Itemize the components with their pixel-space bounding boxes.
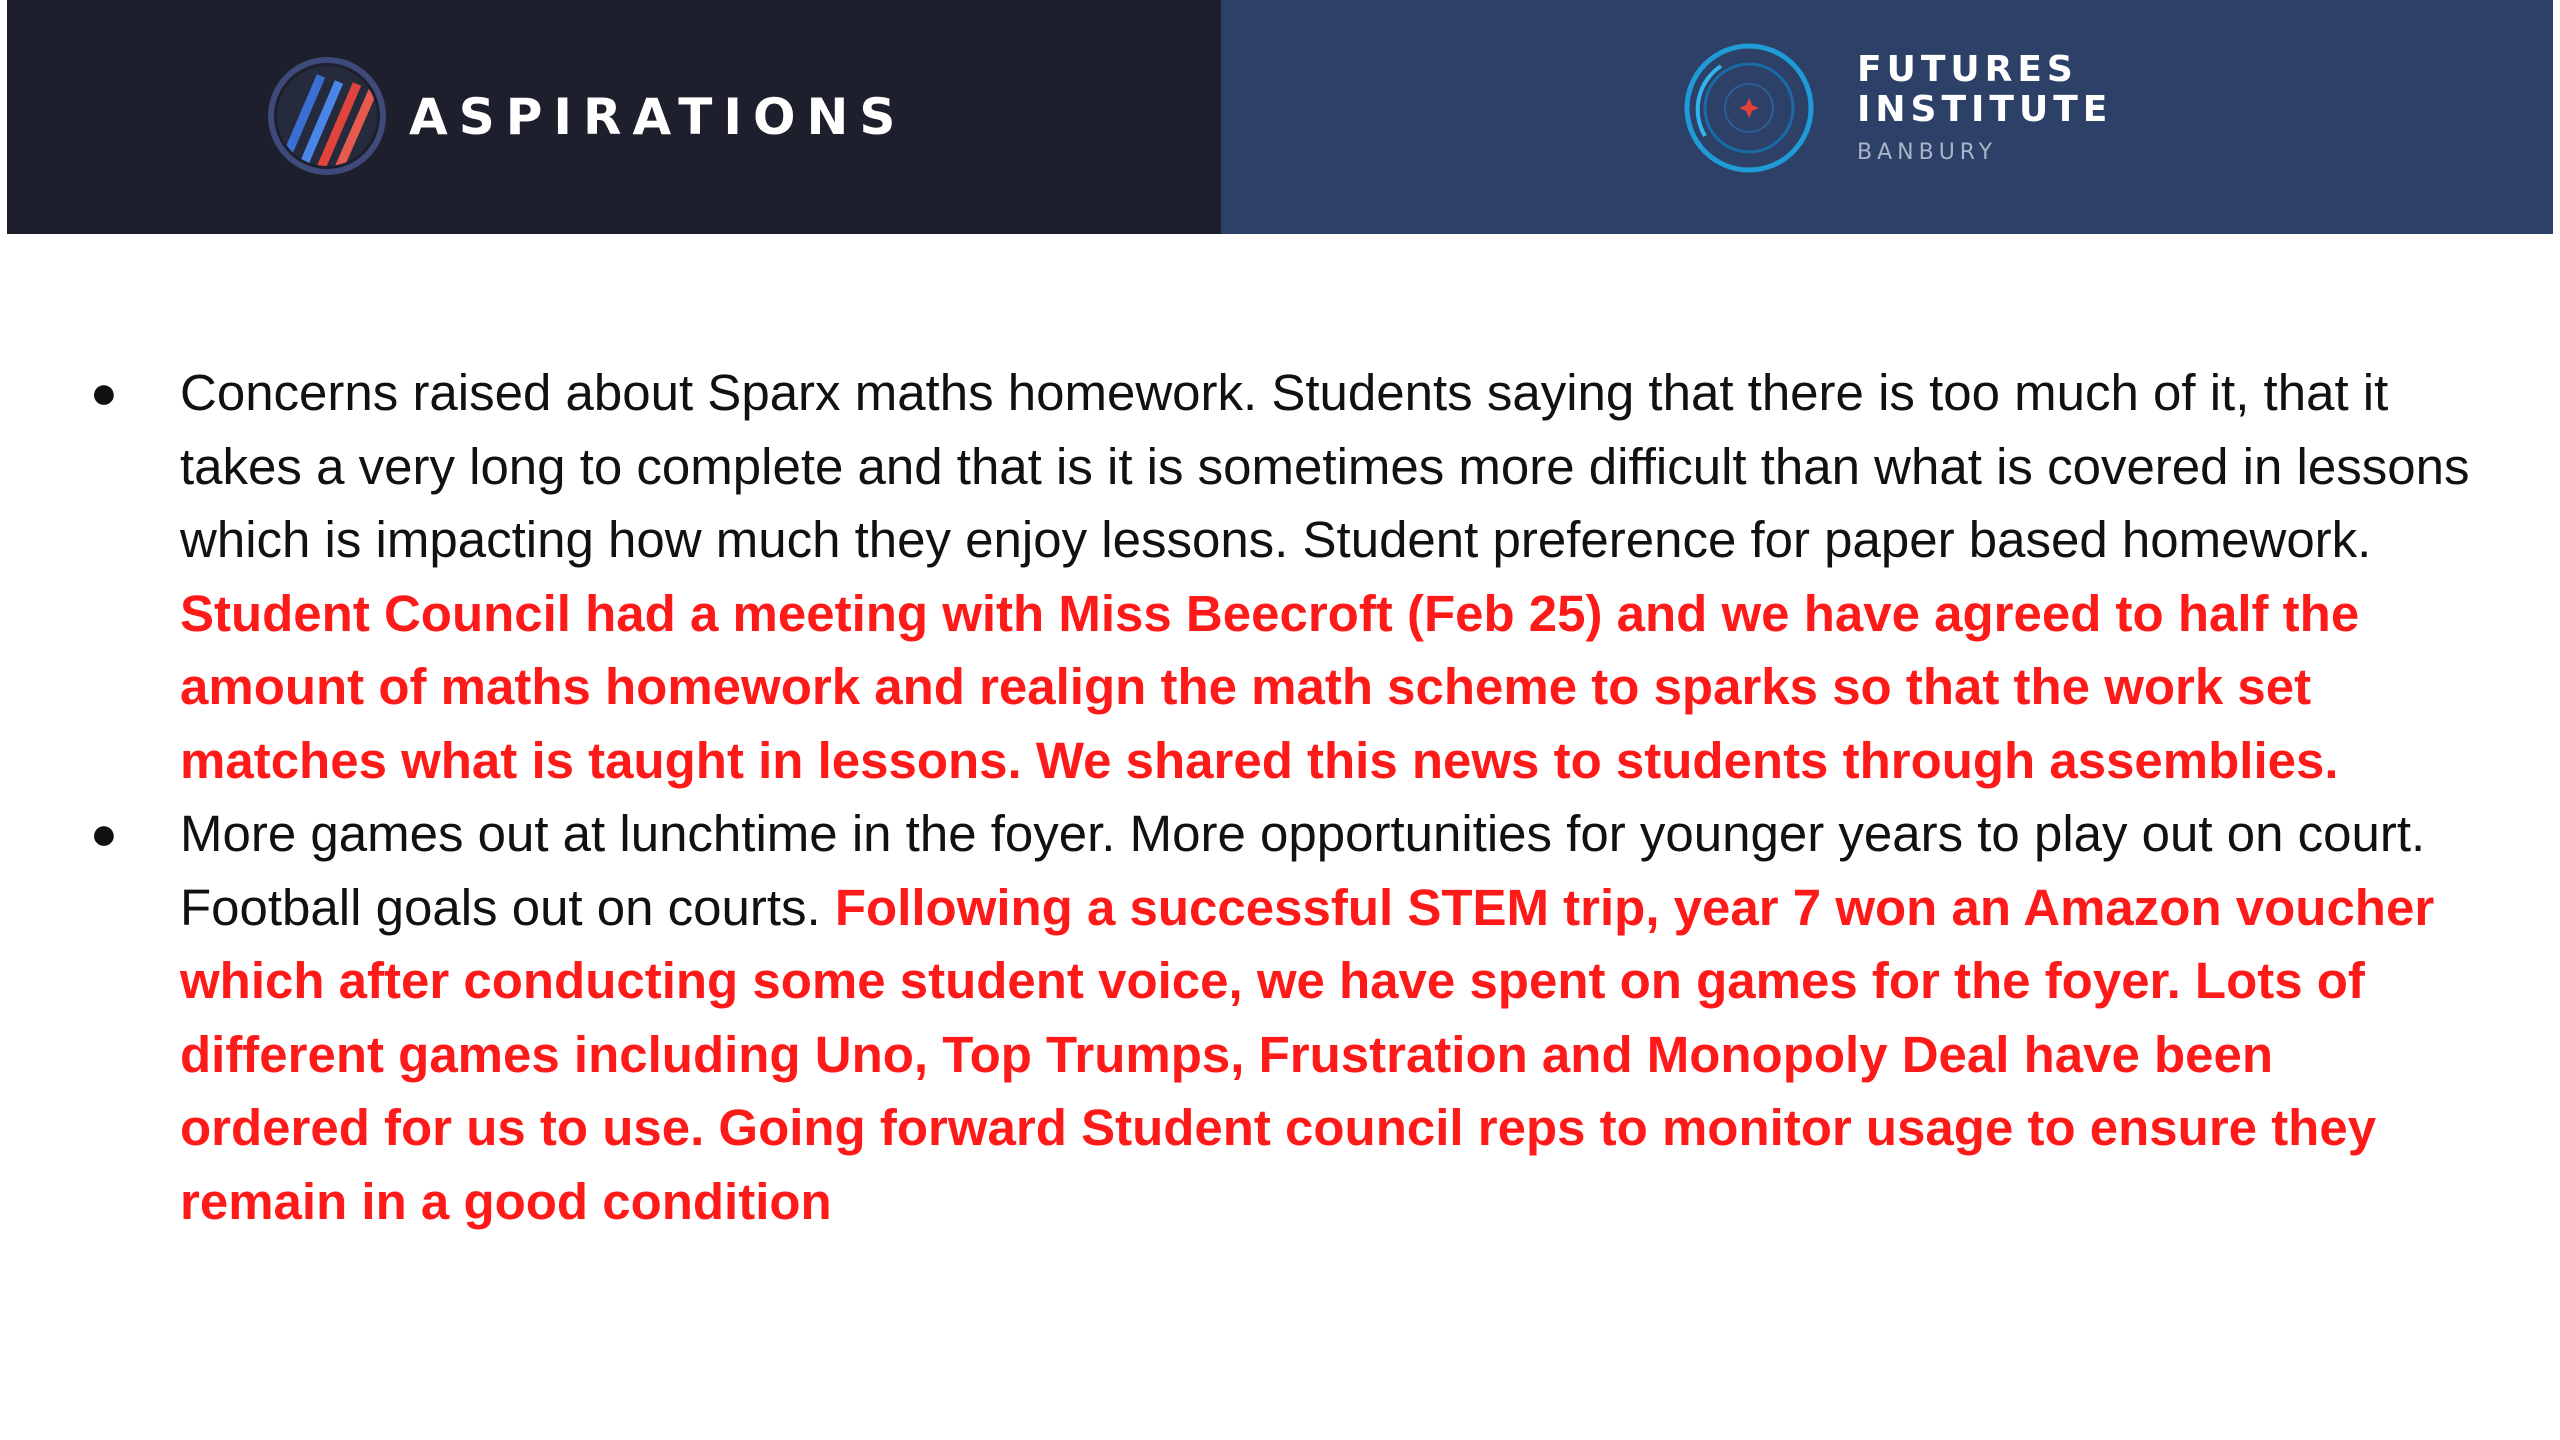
futures-institute-wordmark [1857, 50, 2112, 170]
bullet-plain-text: More games out at lunchtime in the foyer. More opportunities for younger years to play out on court. Football goals out on courts. [180, 805, 2426, 936]
aspirations-banner [7, 0, 1221, 234]
bullet-dot-icon: ● [90, 366, 118, 418]
aspirations-stripes-logo-icon [267, 56, 387, 176]
bullet-dot-icon: ● [90, 807, 118, 859]
aspirations-wordmark: ASPIRATIONS [409, 88, 907, 146]
bullet-plain-text: Concerns raised about Sparx maths homework. Students saying that there is too much of it, that it takes a very long to complete and that is it is sometimes more difficult than what is covered in lessons which is impacting how much they enjoy lessons. Student preference for paper based homework. [180, 364, 2470, 568]
bullet-item-sparx-homework [90, 356, 2470, 797]
bullet-item-lunchtime-games [90, 797, 2470, 1238]
futures-institute-banner [1221, 0, 2553, 234]
futures-circle-target-logo-icon [1681, 40, 1817, 176]
bullet-red-response-text: Student Council had a meeting with Miss Beecroft (Feb 25) and we have agreed to half the amount of maths homework and realign the math scheme to sparks so that the work set matches what is taught in lessons. We shared this news to students through assemblies. [180, 584, 2360, 789]
header-banner [7, 0, 2553, 234]
institute-line: INSTITUTE [1857, 89, 2113, 130]
bullet-red-response-text: Following a successful STEM trip, year 7 won an Amazon voucher which after conducting some student voice, we have spent on games for the foyer. Lots of different games including Uno, Top Trumps, Frustration and Monopoly Deal have been ordered for us to use. Going forward Student council reps to monitor usage to ensure they remain in a good condition [180, 878, 2435, 1230]
banbury-subline: BANBURY [1857, 140, 1998, 165]
bullet-list [0, 356, 2560, 1238]
futures-line: FUTURES [1857, 49, 2078, 90]
